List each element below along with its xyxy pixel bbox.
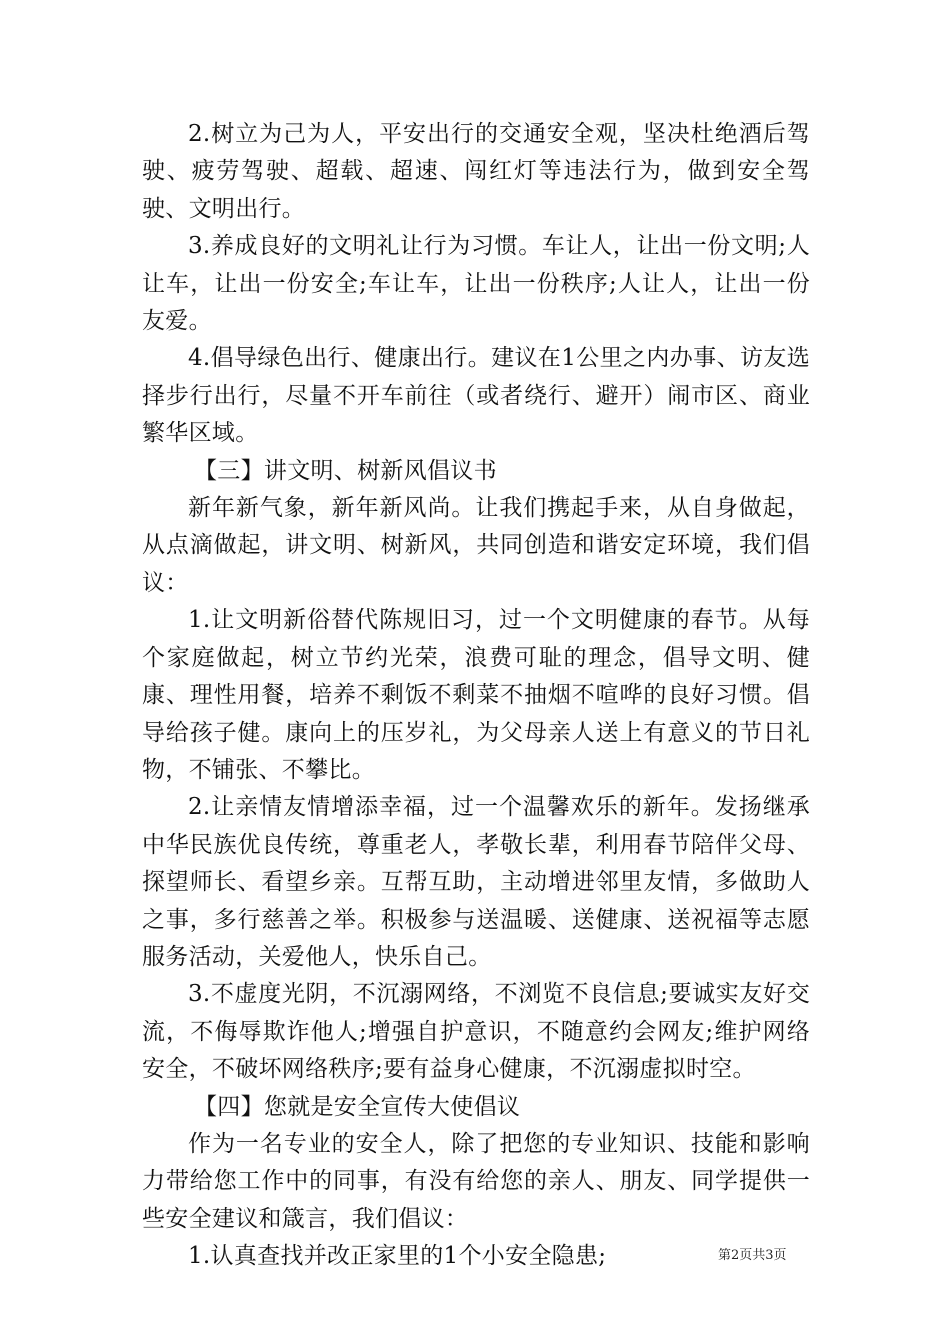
- section-3-item-1: 1.让文明新俗替代陈规旧习，过一个文明健康的春节。从每个家庭做起，树立节约光荣，浪费可耻的理念，倡导文明、健康、理性用餐，培养不剩饭不剩菜不抽烟不喧哗的良好习惯。倡导给孩子健。康向上的压岁礼，为父母亲人送上有意义的节日礼物，不铺张、不攀比。: [142, 607, 810, 783]
- section-4-intro: 作为一名专业的安全人，除了把您的专业知识、技能和影响力带给您工作中的同事，有没有给您的亲人、朋友、同学提供一些安全建议和箴言，我们倡议：: [142, 1130, 810, 1232]
- paragraph-item-3: 3.养成良好的文明礼让行为习惯。车让人，让出一份文明;人让车，让出一份安全;车让车，让出一份秩序;人让人，让出一份友爱。: [142, 233, 810, 335]
- section-3-item-2: 2.让亲情友情增添幸福，过一个温馨欢乐的新年。发扬继承中华民族优良传统，尊重老人，孝敬长辈，利用春节陪伴父母、探望师长、看望乡亲。互帮互助，主动增进邻里友情，多做助人之事，多行慈善之举。积极参与送温暖、送健康、送祝福等志愿服务活动，关爱他人，快乐自己。: [142, 794, 810, 970]
- section-4-item-1: 1.认真查找并改正家里的1个小安全隐患;: [188, 1243, 607, 1270]
- section-3-intro: 新年新气象，新年新风尚。让我们携起手来，从自身做起，从点滴做起，讲文明、树新风，共同创造和谐安定环境，我们倡议：: [142, 495, 810, 596]
- document-body: [142, 116, 810, 1276]
- paragraph-item-4: 4.倡导绿色出行、健康出行。建议在1公里之内办事、访友选择步行出行，尽量不开车前往（或者绕行、避开）闹市区、商业繁华区域。: [142, 345, 810, 447]
- section-3-item-3: 3.不虚度光阴，不沉溺网络，不浏览不良信息;要诚实友好交流，不侮辱欺诈他人;增强自护意识，不随意约会网友;维护网络安全，不破坏网络秩序;要有益身心健康，不沉溺虚拟时空。: [142, 981, 810, 1083]
- paragraph-item-2: 2.树立为己为人，平安出行的交通安全观，坚决杜绝酒后驾驶、疲劳驾驶、超载、超速、闯红灯等违法行为，做到安全驾驶、文明出行。: [142, 121, 810, 222]
- page-number-footer: 第2页共3页: [718, 1248, 787, 1263]
- section-heading-3: 【三】讲文明、树新风倡议书: [194, 457, 497, 484]
- section-heading-4: 【四】您就是安全宣传大使倡议: [194, 1093, 521, 1120]
